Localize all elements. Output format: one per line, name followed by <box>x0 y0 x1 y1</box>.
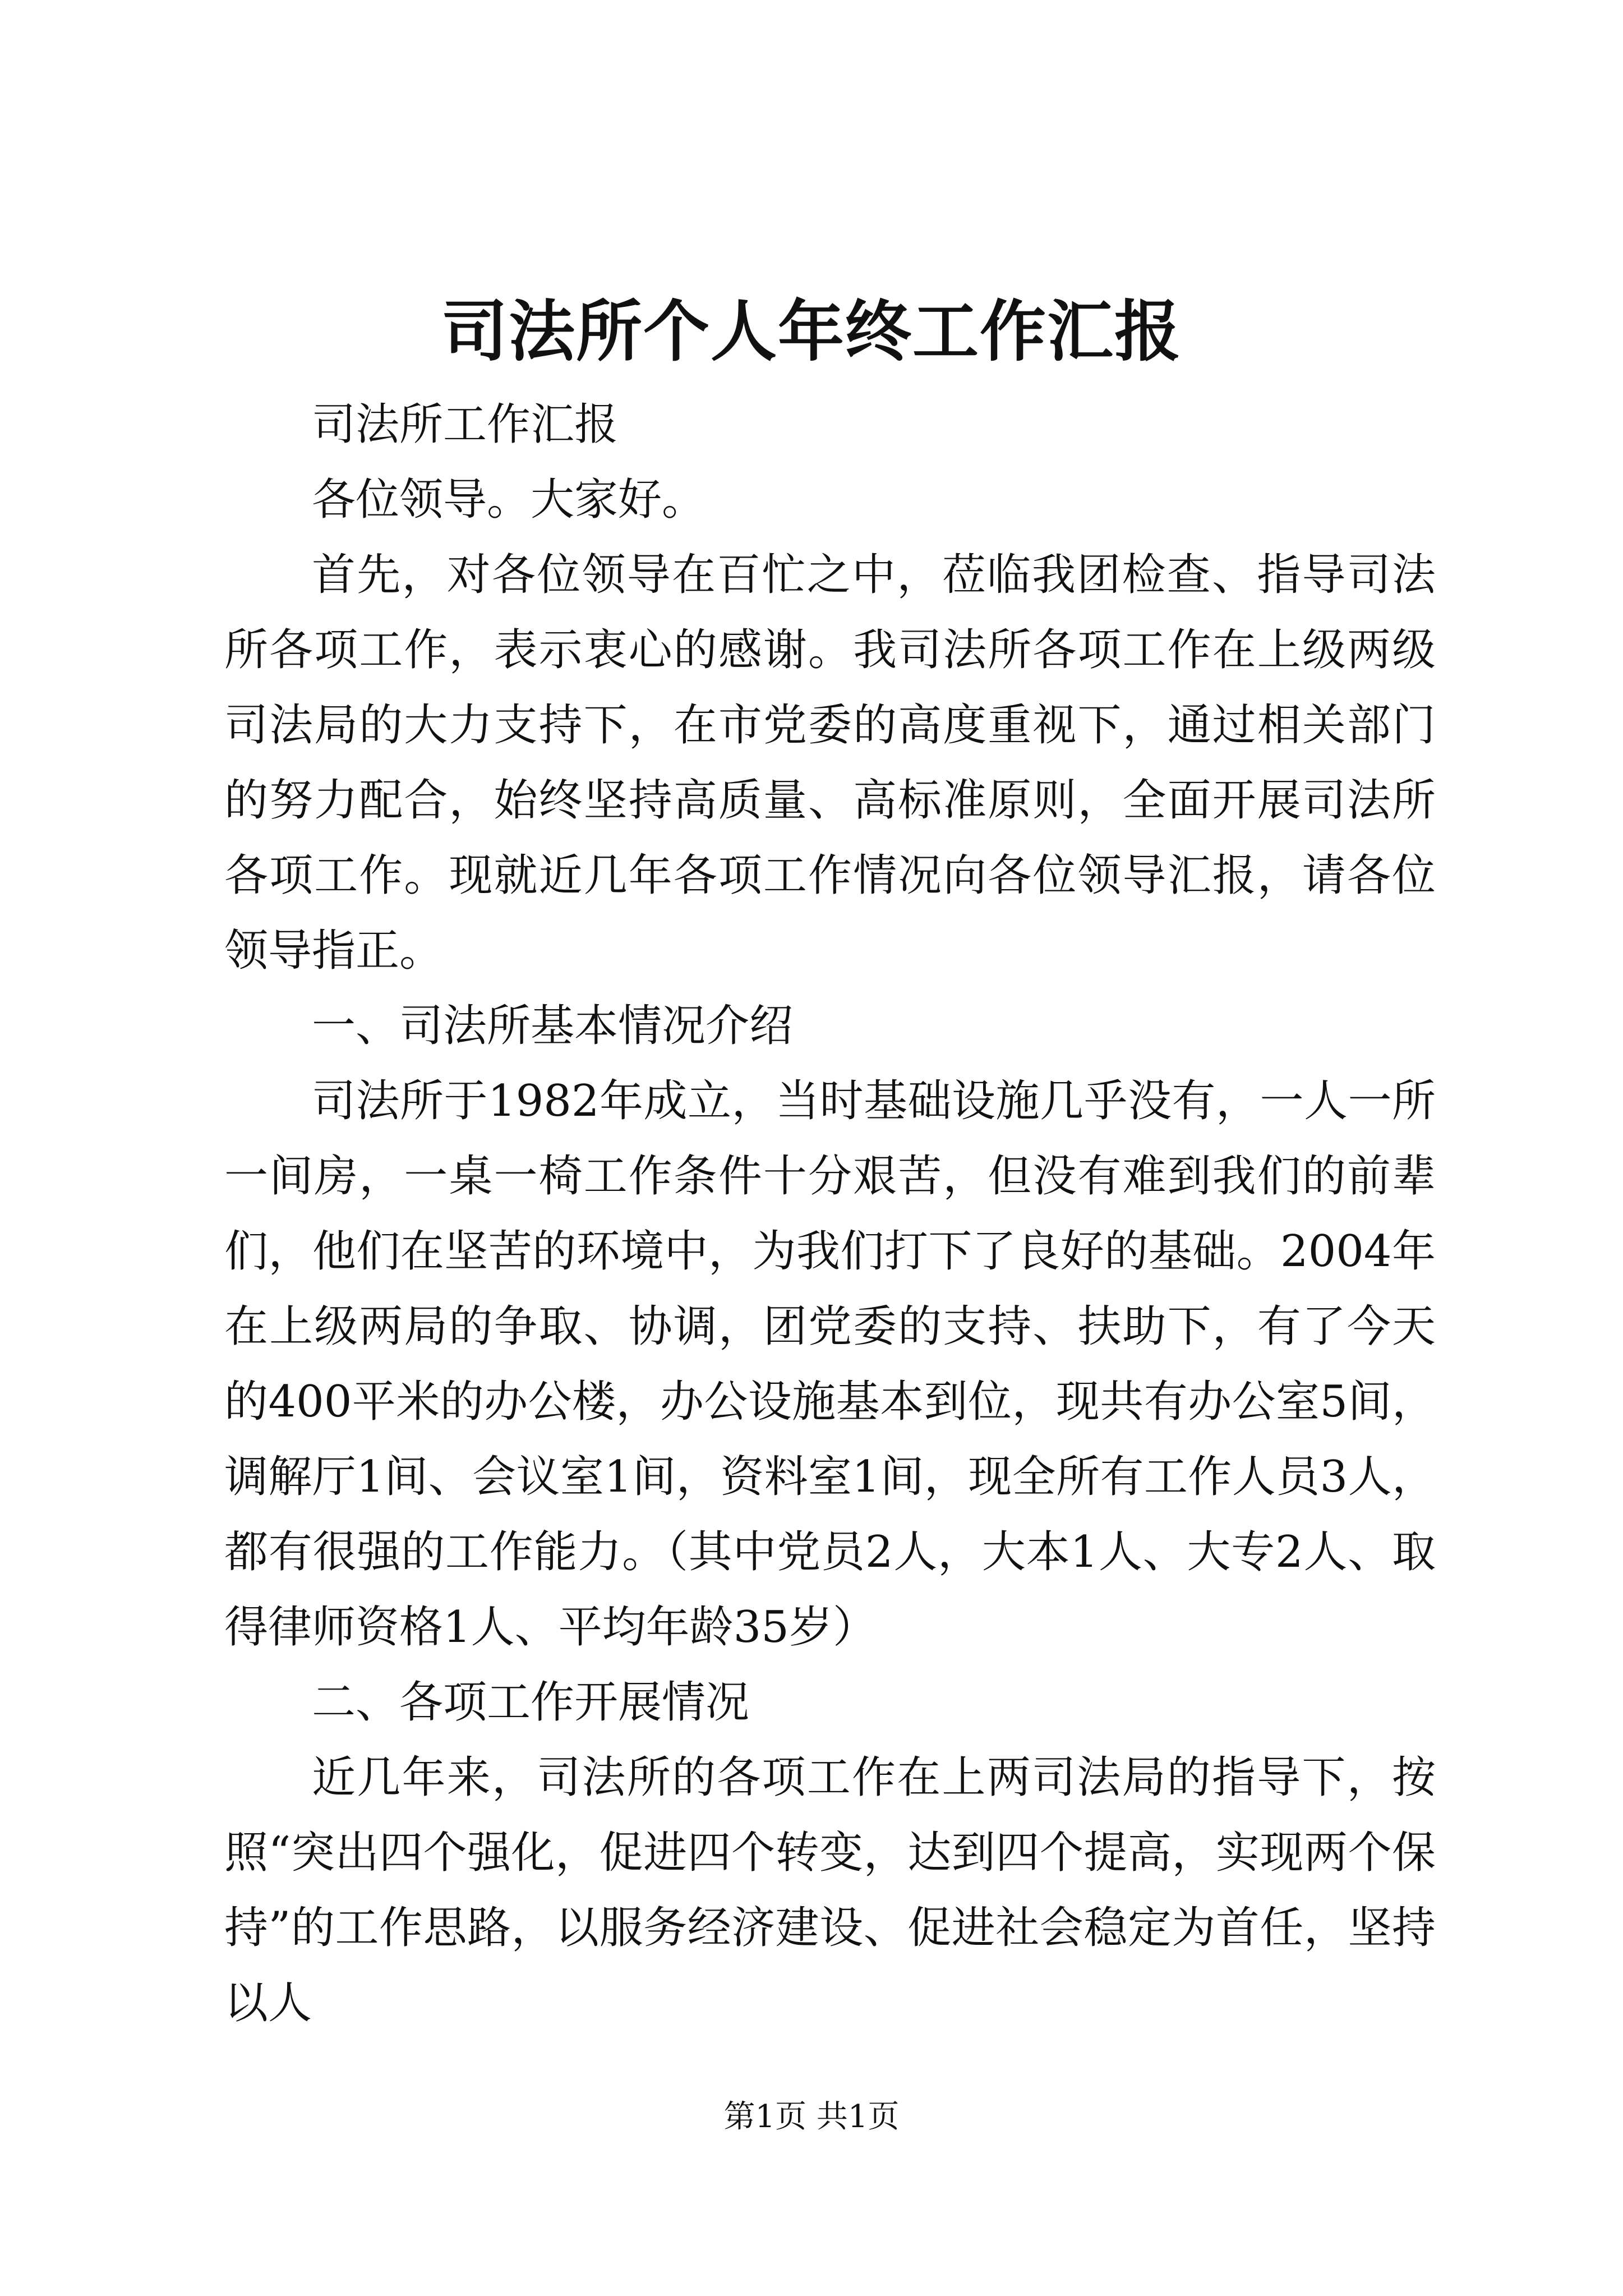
paragraph-heading: 司法所工作汇报 <box>312 399 619 450</box>
section-heading-2: 二、各项工作开展情况 <box>312 1677 750 1728</box>
page-number: 第1页 共1页 <box>723 2099 900 2135</box>
document-title: 司法所个人年终工作汇报 <box>441 292 1182 370</box>
document-body <box>224 387 1436 2041</box>
paragraph-basic-info: 司法所于1982年成立，当时基础设施几乎没有，一人一所一间房，一桌一椅工作条件十分艰苦，但没有难到我们的前辈们，他们在坚苦的环境中，为我们打下了良好的基础。2004年在上级两局的争取、协调，团党委的支持、扶助下，有了今天的400平米的办公楼，办公设施基本到位，现共有办公室5间，调解厅1间、会议室1间，资料室1间，现全所有工作人员3人，都有很强的工作能力。（其中党员2人，大本1人、大专2人、取得律师资格1人、平均年龄35岁） <box>224 1076 1436 1653</box>
paragraph-intro: 首先，对各位领导在百忙之中，莅临我团检查、指导司法所各项工作，表示衷心的感谢。我司法所各项工作在上级两级司法局的大力支持下，在市党委的高度重视下，通过相关部门的努力配合，始终坚持高质量、高标准原则，全面开展司法所各项工作。现就近几年各项工作情况向各位领导汇报，请各位领导指正。 <box>224 550 1436 976</box>
paragraph-work-progress: 近几年来，司法所的各项工作在上两司法局的指导下，按照“突出四个强化，促进四个转变，达到四个提高，实现两个保持”的工作思路，以服务经济建设、促进社会稳定为首任，坚持以人 <box>224 1752 1436 2028</box>
section-heading-1: 一、司法所基本情况介绍 <box>312 1001 794 1051</box>
paragraph-greeting: 各位领导。大家好。 <box>312 475 706 525</box>
